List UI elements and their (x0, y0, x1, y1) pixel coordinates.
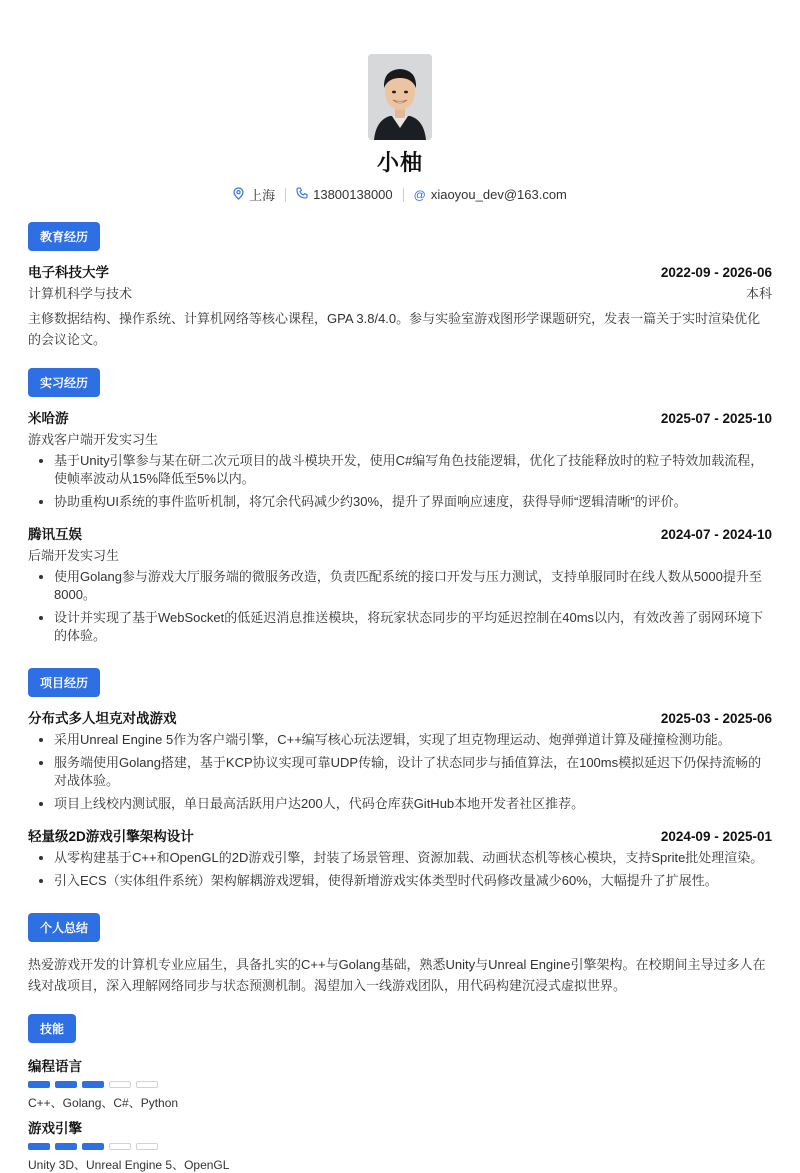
skill-level-filled (82, 1081, 104, 1088)
job-role: 游戏客户端开发实习生 (28, 432, 159, 447)
skill-level-meter (28, 1081, 772, 1088)
section-title-education: 教育经历 (28, 222, 100, 251)
job-role: 后端开发实习生 (28, 548, 120, 563)
project-name: 轻量级2D游戏引擎架构设计 (28, 829, 194, 844)
contact-location (223, 185, 285, 204)
internship-entry (28, 523, 772, 645)
summary-text: 热爱游戏开发的计算机专业应届生，具备扎实的C++与Golang基础，熟悉Unity与Unreal Engine引擎架构。在校期间主导过多人在线对战项目，深入理解网络同步与状态预测机制。渴望加入一线游戏团队，用代码构建沉浸式虚拟世界。 (28, 957, 766, 993)
bullet-list (28, 731, 772, 813)
project-entry (28, 825, 772, 890)
contact-phone (286, 187, 403, 202)
avatar (368, 54, 432, 140)
candidate-name: 小柚 (376, 150, 423, 175)
skills-list (28, 1055, 772, 1173)
bullet-list (28, 849, 772, 890)
skill-category: 游戏引擎 (28, 1121, 82, 1136)
bullet-item: • 从零构建基于C++和OpenGL的2D游戏引擎，封装了场景管理、资源加载、动画状态机等核心模块，支持Sprite批处理渲染。 (54, 849, 772, 867)
internship-entry (28, 407, 772, 511)
skill-items: C++、Golang、C#、Python (28, 1096, 179, 1110)
education-description: 主修数据结构、操作系统、计算机网络等核心课程，GPA 3.8/4.0。参与实验室游戏图形学课题研究，发表一篇关于实时渲染优化的会议论文。 (28, 311, 761, 347)
bullet-item: • 服务端使用Golang搭建，基于KCP协议实现可靠UDP传输，设计了状态同步与插值算法，在100ms模拟延迟下仍保持流畅的对战体验。 (54, 754, 772, 790)
bullet-item: • 采用Unreal Engine 5作为客户端引擎，C++编写核心玩法逻辑，实现了坦克物理运动、炮弹弹道计算及碰撞检测功能。 (54, 731, 772, 749)
skill-level-empty (136, 1081, 158, 1088)
skill-level-filled (82, 1143, 104, 1150)
company-name: 米哈游 (28, 411, 69, 426)
bullet-list (28, 452, 772, 511)
resume-header (28, 0, 772, 204)
project-name: 分布式多人坦克对战游戏 (28, 711, 177, 726)
skill-category: 编程语言 (28, 1059, 82, 1074)
section-title-summary: 个人总结 (28, 913, 100, 942)
internship-dates: 2025-07 - 2025-10 (660, 411, 772, 426)
avatar-photo (368, 54, 432, 140)
skill-level-filled (28, 1143, 50, 1150)
company-name: 腾讯互娱 (28, 527, 82, 542)
skill-block (28, 1055, 772, 1111)
contact-bar (28, 185, 772, 204)
project-dates: 2024-09 - 2025-01 (660, 829, 772, 844)
bullet-item: • 引入ECS（实体组件系统）架构解耦游戏逻辑，使得新增游戏实体类型时代码修改量减少60%，大幅提升了扩展性。 (54, 872, 772, 890)
phone-text[interactable]: 13800138000 (313, 187, 393, 202)
bullet-item: • 设计并实现了基于WebSocket的低延迟消息推送模块，将玩家状态同步的平均延迟控制在40ms以内，有效改善了弱网环境下的体验。 (54, 609, 772, 645)
skill-level-filled (55, 1143, 77, 1150)
email-text[interactable]: xiaoyou_dev@163.com (430, 187, 567, 202)
section-title-internship: 实习经历 (28, 368, 100, 397)
bullet-item: • 使用Golang参与游戏大厅服务端的微服务改造，负责匹配系统的接口开发与压力测试，支持单服同时在线人数从5000提升至8000。 (54, 568, 772, 604)
skill-level-empty (136, 1143, 158, 1150)
location-pin-icon (233, 187, 244, 203)
skill-level-filled (55, 1081, 77, 1088)
major: 计算机科学与技术 (28, 286, 133, 301)
skill-level-empty (109, 1081, 131, 1088)
skill-block (28, 1117, 772, 1173)
skill-items: Unity 3D、Unreal Engine 5、OpenGL (28, 1158, 230, 1172)
bullet-item: • 协助重构UI系统的事件监听机制，将冗余代码减少约30%，提升了界面响应速度，获得导师“逻辑清晰”的评价。 (54, 493, 772, 511)
skill-level-filled (28, 1081, 50, 1088)
contact-email (404, 187, 577, 202)
skill-level-empty (109, 1143, 131, 1150)
project-entry (28, 707, 772, 813)
education-entry (28, 261, 772, 350)
at-sign-icon: @ (413, 187, 426, 202)
degree: 本科 (745, 286, 772, 301)
bullet-item: • 项目上线校内测试服，单日最高活跃用户达200人，代码仓库获GitHub本地开发者社区推荐。 (54, 795, 772, 813)
phone-icon (296, 187, 308, 202)
school-name: 电子科技大学 (28, 265, 109, 280)
bullet-list (28, 568, 772, 645)
bullet-item: • 基于Unity引擎参与某在研二次元项目的战斗模块开发，使用C#编写角色技能逻辑，优化了技能释放时的粒子特效加载流程，使帧率波动从15%降低至5%以内。 (54, 452, 772, 488)
internship-dates: 2024-07 - 2024-10 (660, 527, 772, 542)
location-text: 上海 (249, 188, 276, 203)
skill-level-meter (28, 1143, 772, 1150)
section-title-projects: 项目经历 (28, 668, 100, 697)
section-title-skills: 技能 (28, 1014, 76, 1043)
project-dates: 2025-03 - 2025-06 (660, 711, 772, 726)
education-dates: 2022-09 - 2026-06 (660, 265, 772, 280)
